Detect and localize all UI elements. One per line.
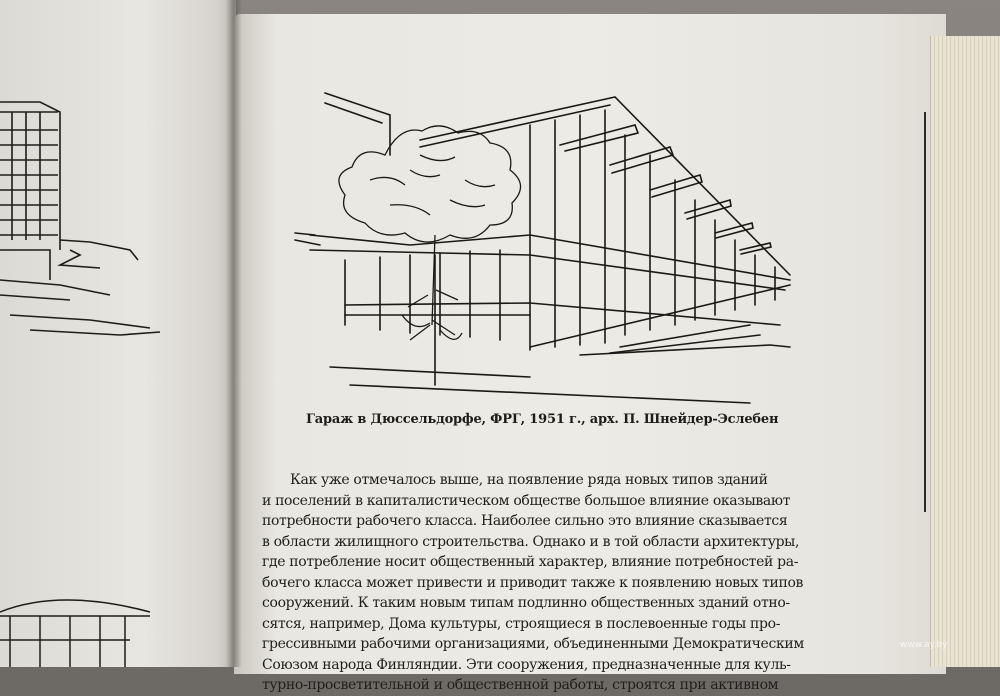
text-line: и поселений в капиталистическом обществе большое влияние оказывают [262, 492, 791, 509]
left-page-building-sketch [0, 90, 200, 350]
text-line: турно-просветительной и общественной работы, строятся при активном [262, 677, 779, 693]
page-edge-stack [930, 36, 1000, 667]
text-line: бочего класса может привести и приводит также к появлению новых типов [262, 574, 804, 591]
text-line: сятся, например, Дома культуры, строящиеся в послевоенные годы про- [262, 615, 781, 632]
text-line: где потребление носит общественный характер, влияние потребностей ра- [262, 554, 799, 570]
body-paragraph [262, 470, 834, 696]
garage-illustration [290, 85, 810, 405]
margin-rule [924, 112, 926, 512]
text-line: сооружений. К таким новым типам подлинно общественных зданий отно- [262, 595, 790, 611]
text-line: потребности рабочего класса. Наиболее сильно это влияние сказывается [262, 513, 788, 529]
book-gutter [226, 0, 242, 667]
watermark: www.ay.by [900, 640, 948, 650]
figure-caption: Гараж в Дюссельдорфе, ФРГ, 1951 г., арх. П. Шнейдер-Эслебен [306, 412, 779, 427]
text-line: в области жилищного строительства. Однако и в той области архитектуры, [262, 533, 800, 550]
left-page-pavilion-sketch [0, 590, 160, 667]
text-line: Союзом народа Финляндии. Эти сооружения, предназначенные для куль- [262, 656, 791, 673]
text-line: Как уже отмечалось выше, на появление ряда новых типов зданий [290, 472, 768, 488]
text-line: грессивными рабочими организациями, объединенными Демократическим [262, 636, 804, 652]
